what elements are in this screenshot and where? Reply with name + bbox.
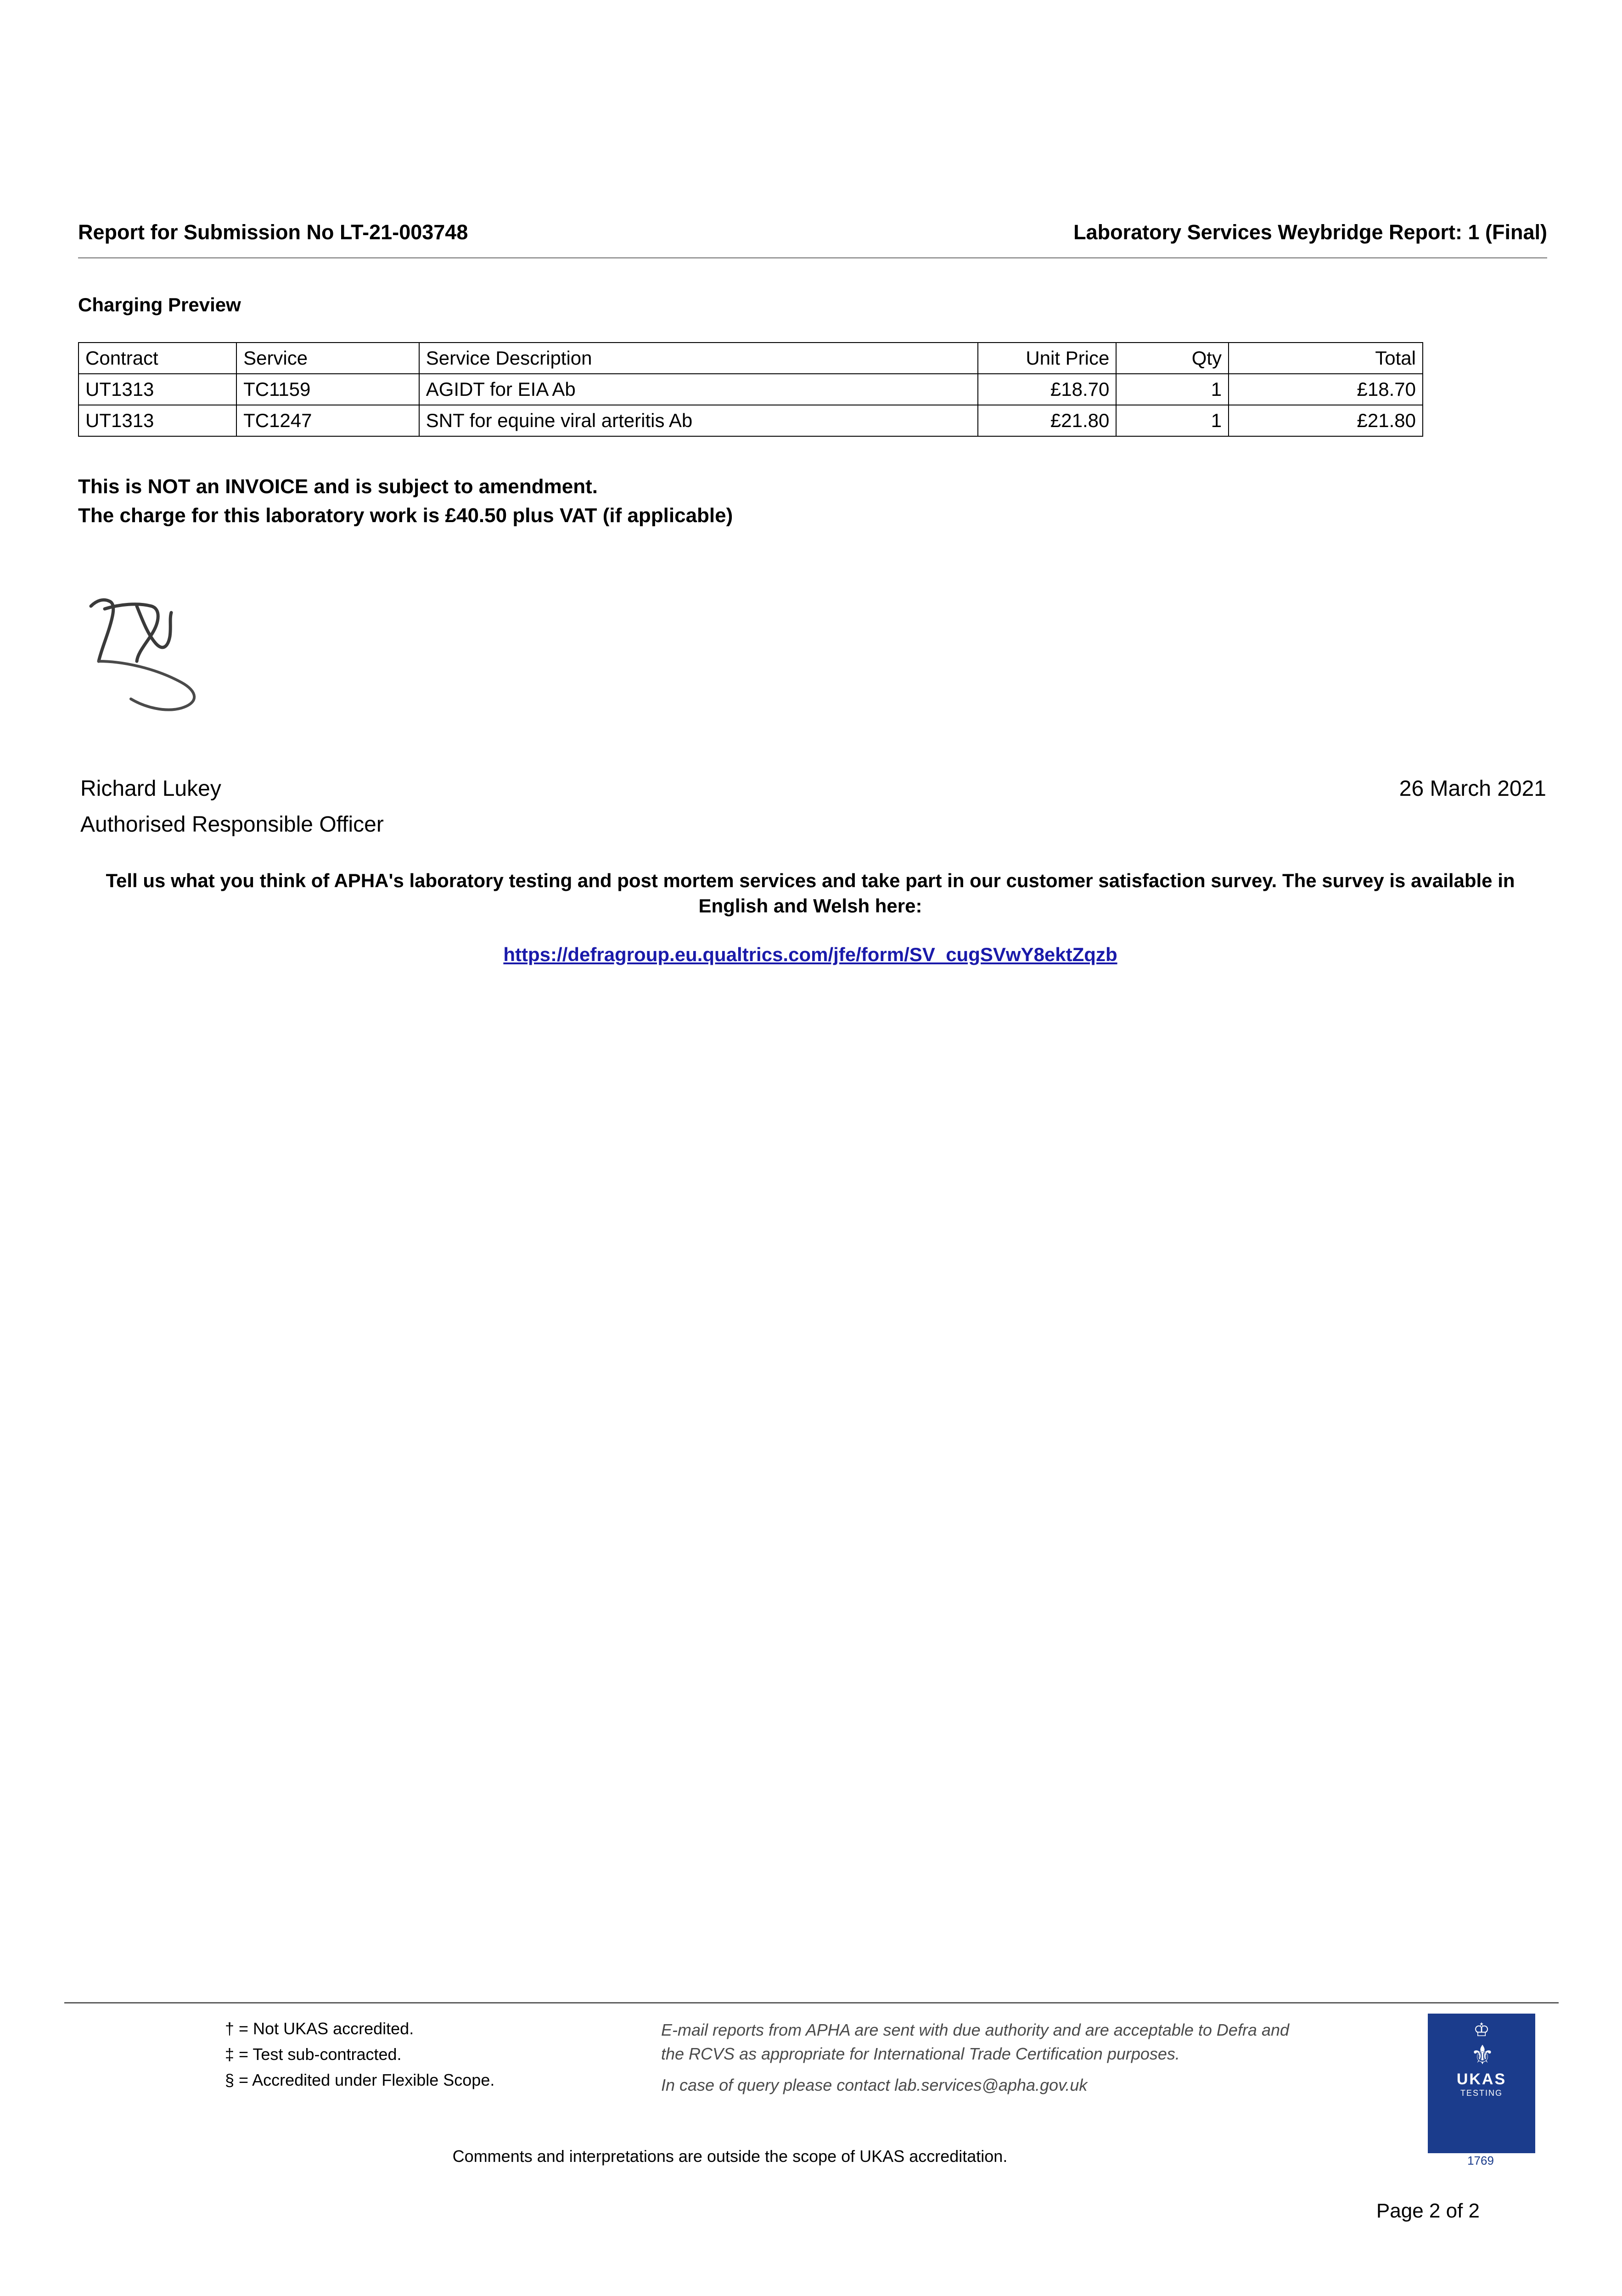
page-header [78, 220, 1547, 244]
charging-preview-title: Charging Preview [78, 294, 241, 315]
ukas-accreditation-number: 1769 [1467, 2154, 1494, 2167]
column-header-service-description: Service Description [419, 343, 978, 374]
ukas-scope-note: Comments and interpretations are outside the scope of UKAS accreditation. [452, 2147, 1008, 2166]
not-an-invoice-notice: This is NOT an INVOICE and is subject to amendment. [78, 475, 598, 498]
ukas-logo-sub: TESTING [1460, 2088, 1503, 2098]
cell-unit-price: £21.80 [978, 405, 1116, 436]
table-header-row [79, 343, 1423, 374]
cell-contract: UT1313 [79, 374, 236, 405]
cell-service: TC1247 [236, 405, 419, 436]
signatory-role: Authorised Responsible Officer [80, 812, 384, 837]
ukas-logo-icon [1428, 2014, 1535, 2153]
header-report-title: Laboratory Services Weybridge Report: 1 (Final) [1073, 220, 1547, 244]
survey-link[interactable]: https://defragroup.eu.qualtrics.com/jfe/form/SV_cugSVwY8ektZqzb [503, 944, 1117, 965]
cell-unit-price: £18.70 [978, 374, 1116, 405]
footnote-not-ukas-accredited: † = Not UKAS accredited. [225, 2019, 414, 2038]
ukas-symbol-icon: ⚜ [1470, 2040, 1493, 2070]
email-authority-note [661, 2018, 1313, 2098]
cell-qty: 1 [1116, 374, 1229, 405]
column-header-qty: Qty [1116, 343, 1229, 374]
column-header-total: Total [1229, 343, 1423, 374]
survey-invitation-text: Tell us what you think of APHA's laboratory testing and post mortem services and take part in our customer satisfaction survey. The survey is available in English and Welsh here: [106, 870, 1515, 917]
charge-total-notice: The charge for this laboratory work is £40.50 plus VAT (if applicable) [78, 504, 733, 527]
cell-description: SNT for equine viral arteritis Ab [419, 405, 978, 436]
email-authority-text: E-mail reports from APHA are sent with due authority and are acceptable to Defra and the RCVS as appropriate for International Trade Certification purposes. [661, 2020, 1290, 2064]
footnotes [225, 2016, 494, 2093]
cell-service: TC1159 [236, 374, 419, 405]
ukas-logo-name: UKAS [1456, 2071, 1507, 2088]
footer-divider [64, 2002, 1559, 2003]
cell-total: £21.80 [1229, 405, 1423, 436]
signatory-name: Richard Lukey [80, 777, 221, 801]
cell-qty: 1 [1116, 405, 1229, 436]
signature-image [83, 592, 340, 726]
table-row [79, 405, 1423, 436]
table-row [79, 374, 1423, 405]
report-date: 26 March 2021 [1399, 777, 1546, 801]
column-header-service: Service [236, 343, 419, 374]
column-header-unit-price: Unit Price [978, 343, 1116, 374]
footnote-flexible-scope: § = Accredited under Flexible Scope. [225, 2070, 495, 2089]
footnote-sub-contracted: ‡ = Test sub-contracted. [225, 2044, 402, 2064]
cell-description: AGIDT for EIA Ab [419, 374, 978, 405]
cell-total: £18.70 [1229, 374, 1423, 405]
header-submission-number: Report for Submission No LT-21-003748 [78, 220, 468, 244]
column-header-contract: Contract [79, 343, 236, 374]
query-contact-text: In case of query please contact lab.services@apha.gov.uk [661, 2076, 1088, 2095]
charging-table [78, 342, 1423, 437]
cell-contract: UT1313 [79, 405, 236, 436]
page-number: Page 2 of 2 [1376, 2200, 1480, 2222]
crown-icon: ♔ [1473, 2020, 1490, 2040]
header-divider [78, 257, 1547, 259]
